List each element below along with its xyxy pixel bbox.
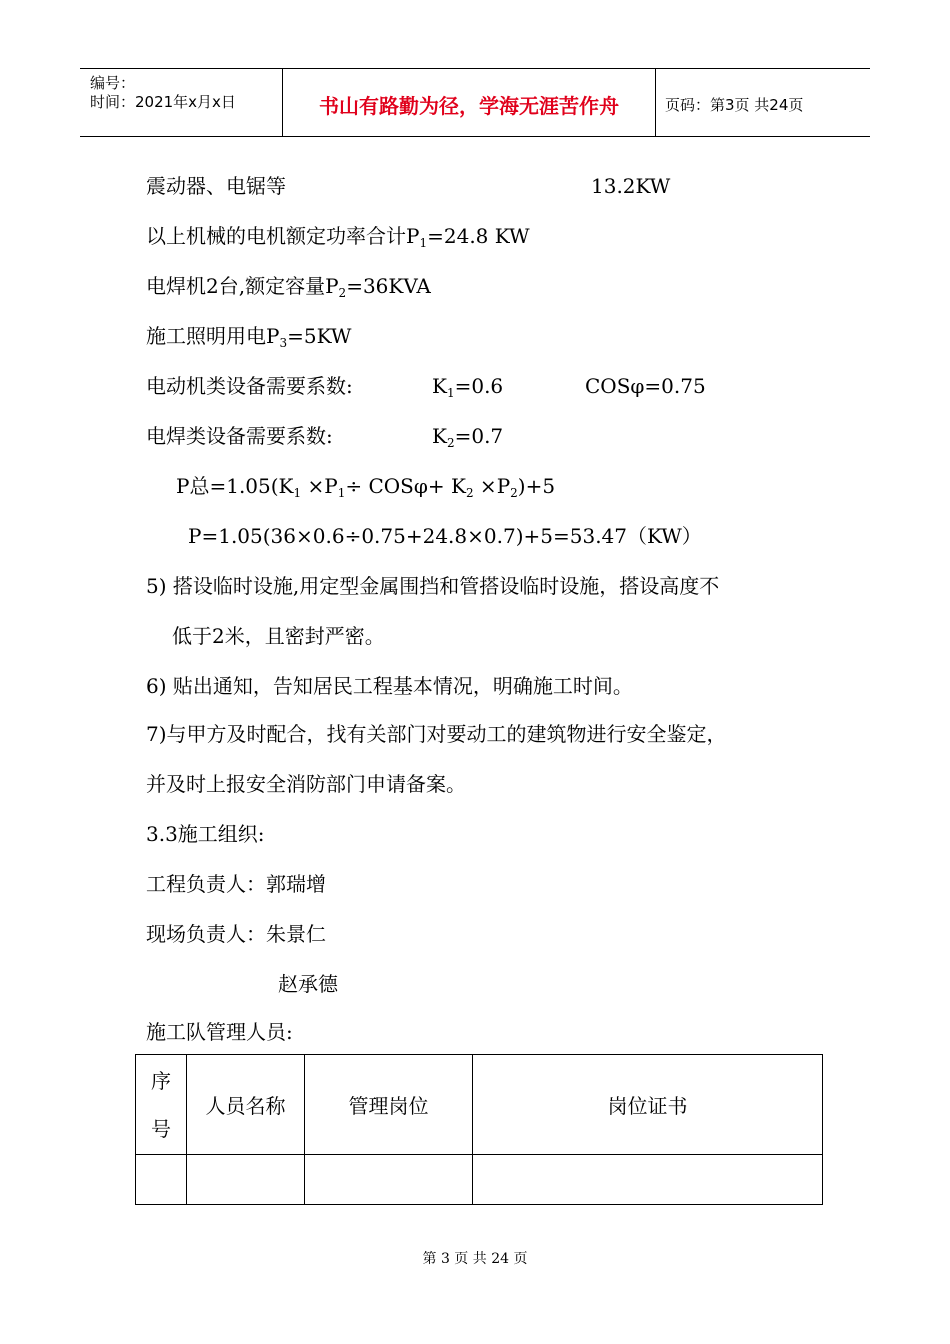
formula-part: ×P (473, 474, 511, 498)
staff-table (135, 1054, 823, 1205)
page-footer: 第 3 页 共 24 页 (422, 1251, 528, 1267)
header-page-label: 页码：第3页 共24页 (665, 96, 804, 114)
subscript: 2 (465, 486, 474, 500)
table-cell (187, 1155, 305, 1205)
formula-total (176, 474, 555, 505)
subscript: 2 (510, 486, 518, 500)
formula-part: P总=1.05(K (176, 474, 294, 498)
table-row (136, 1155, 823, 1205)
header-bottom-rule (80, 136, 870, 137)
header-seq-char-2: 号 (151, 1116, 171, 1141)
item-7-line-2: 并及时上报安全消防部门申请备案。 (146, 772, 466, 796)
table-cell (473, 1155, 823, 1205)
subscript: 1 (337, 486, 346, 500)
table-cell (136, 1155, 187, 1205)
k-symbol: K (432, 424, 447, 448)
header-cert: 岗位证书 (473, 1055, 823, 1155)
welder-coef-k (432, 424, 503, 455)
lighting-text: 施工照明用电P (146, 324, 280, 348)
subscript: 1 (293, 486, 302, 500)
site-lead-second: 赵承德 (278, 972, 338, 996)
item-5-line-1: 5) 搭设临时设施,用定型金属围挡和管搭设临时设施，搭设高度不 (146, 574, 720, 598)
lighting-value: =5KW (287, 324, 352, 348)
equipment-line (146, 174, 286, 198)
motor-total-text: 以上机械的电机额定功率合计P (146, 224, 420, 248)
welder-coef-label: 电焊类设备需要系数: (146, 424, 333, 448)
header-motto: 书山有路勤为径，学海无涯苦作舟 (319, 94, 619, 118)
header-role: 管理岗位 (305, 1055, 473, 1155)
formula-part: ÷ COSφ+ K (345, 474, 466, 498)
motor-coef-k (432, 374, 503, 405)
formula-part: )+5 (517, 474, 556, 498)
header-top-rule (80, 68, 870, 69)
site-lead: 现场负责人：朱景仁 (146, 922, 326, 946)
formula-part: ×P (301, 474, 338, 498)
subscript: 1 (419, 236, 428, 250)
subscript: 2 (338, 286, 347, 300)
header-time-label: 时间：2021年x月x日 (90, 93, 236, 111)
item-7-line-1: 7)与甲方及时配合，找有关部门对要动工的建筑物进行安全鉴定， (146, 722, 727, 746)
welder-text: 电焊机2台,额定容量P (146, 274, 339, 298)
formula-result: P=1.05(36×0.6÷0.75+24.8×0.7)+5=53.47（KW） (188, 524, 702, 548)
engineering-lead: 工程负责人：郭瑞增 (146, 872, 326, 896)
header-number-label: 编号： (90, 74, 136, 92)
team-management-title: 施工队管理人员: (146, 1020, 293, 1044)
k-value: =0.6 (454, 374, 504, 398)
subscript: 2 (446, 436, 455, 450)
welder-line (146, 274, 431, 305)
header-name: 人员名称 (187, 1055, 305, 1155)
welder-value: =36KVA (346, 274, 431, 298)
k-value: =0.7 (454, 424, 504, 448)
motor-total-value: =24.8 KW (427, 224, 530, 248)
motor-total-line (146, 224, 530, 255)
motor-coef-cos: COSφ=0.75 (585, 374, 706, 398)
k-symbol: K (432, 374, 447, 398)
subscript: 3 (279, 336, 288, 350)
lighting-line (146, 324, 351, 355)
table-header-row (136, 1055, 823, 1155)
motor-coef-label: 电动机类设备需要系数: (146, 374, 353, 398)
header-seq-char-1: 序 (151, 1068, 171, 1093)
item-6: 6) 贴出通知，告知居民工程基本情况，明确施工时间。 (146, 674, 633, 698)
equipment-name: 震动器、电锯等 (146, 174, 286, 198)
subscript: 1 (446, 386, 455, 400)
section-3-3-heading: 3.3施工组织: (146, 822, 265, 846)
table-cell (305, 1155, 473, 1205)
header-seq (136, 1055, 187, 1155)
equipment-power: 13.2KW (591, 174, 671, 198)
item-5-line-2: 低于2米，且密封严密。 (172, 624, 385, 648)
header-divider-right (655, 68, 656, 136)
